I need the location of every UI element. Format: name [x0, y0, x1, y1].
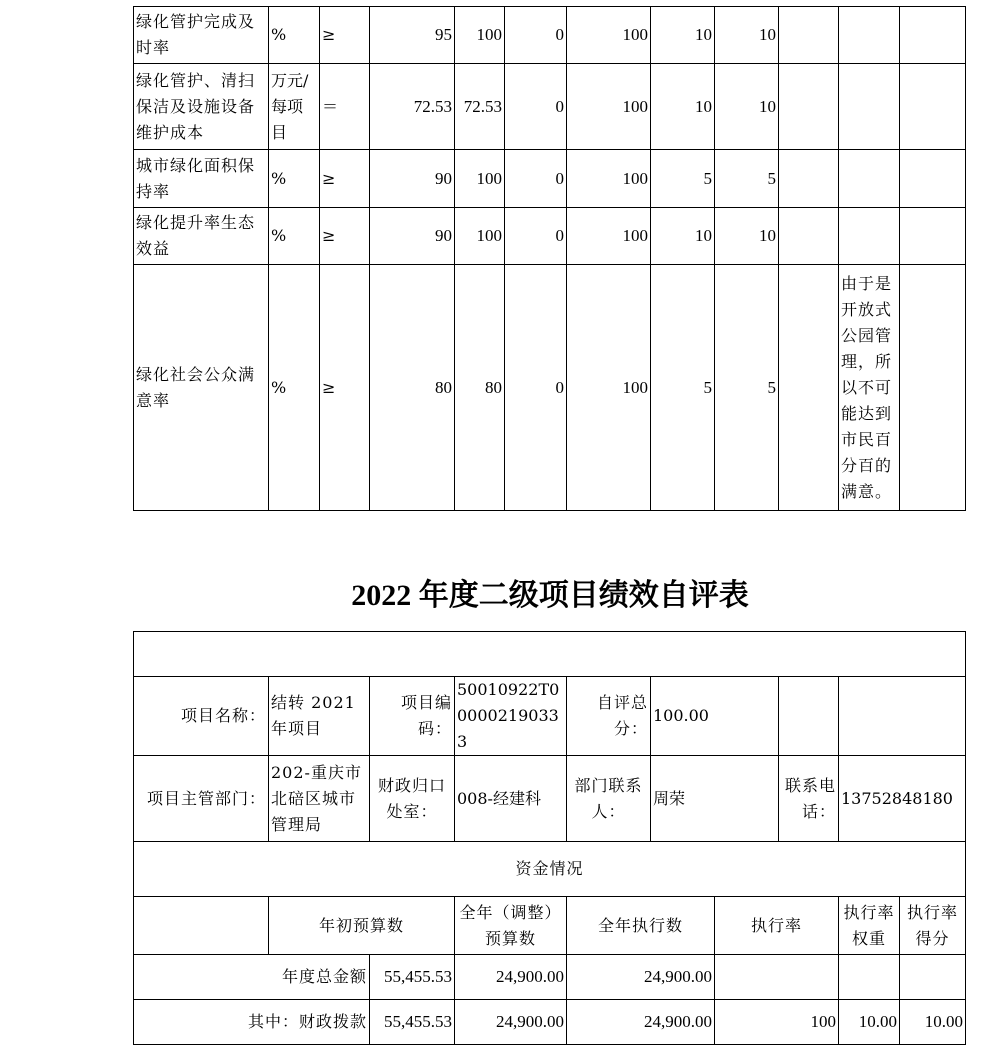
finance-office-value: 008-经建科 [455, 756, 567, 842]
indicator-empty [900, 64, 966, 150]
funds-section-title: 资金情况 [134, 842, 966, 897]
project-code-value: 50010922T000002190333 [455, 677, 567, 756]
table-row [134, 955, 966, 1000]
indicator-rate: 100 [567, 208, 651, 265]
project-name-label: 项目名称： [134, 677, 269, 756]
funds-weight-value: 10.00 [839, 1000, 900, 1045]
page-title: 2022 年度二级项目绩效自评表 [351, 579, 749, 612]
funds-adjusted-value: 24,900.00 [455, 955, 567, 1000]
table-row [134, 756, 966, 842]
indicator-score: 10 [715, 7, 779, 64]
department-value: 202-重庆市北碚区城市管理局 [269, 756, 370, 842]
funds-initial-value: 55,455.53 [370, 955, 455, 1000]
self-score-value: 100.00 [651, 677, 779, 756]
indicator-actual: 80 [455, 265, 505, 511]
table-row [134, 897, 966, 955]
indicator-empty [900, 150, 966, 208]
project-code-label: 项目编码： [370, 677, 455, 756]
funds-row-label: 其中：财政拨款 [134, 1000, 370, 1045]
table-row [134, 7, 966, 64]
funds-header-weight: 执行率权重 [839, 897, 900, 955]
contact-label: 部门联系人： [567, 756, 651, 842]
indicator-operator: ≥ [320, 265, 370, 511]
indicator-reason [839, 208, 900, 265]
indicator-deviation: 0 [505, 265, 567, 511]
funds-header-adjusted: 全年（调整）预算数 [455, 897, 567, 955]
indicator-score: 5 [715, 265, 779, 511]
funds-executed-value: 24,900.00 [567, 955, 715, 1000]
indicator-operator: ≥ [320, 150, 370, 208]
contact-value: 周荣 [651, 756, 779, 842]
funds-header-score: 执行率得分 [900, 897, 966, 955]
indicator-unit: % [269, 7, 320, 64]
funds-adjusted-value: 24,900.00 [455, 1000, 567, 1045]
indicator-target: 72.53 [370, 64, 455, 150]
self-score-label: 自评总分： [567, 677, 651, 756]
indicator-unit: % [269, 208, 320, 265]
indicator-rate: 100 [567, 265, 651, 511]
empty-cell [839, 677, 966, 756]
indicator-reason [839, 64, 900, 150]
table-row [134, 1000, 966, 1045]
funds-rate-value [715, 955, 839, 1000]
funds-header-rate: 执行率 [715, 897, 839, 955]
indicator-reason [839, 7, 900, 64]
indicator-deviation: 0 [505, 150, 567, 208]
table-row [134, 64, 966, 150]
indicator-unit: % [269, 265, 320, 511]
indicator-actual: 100 [455, 7, 505, 64]
indicator-target: 90 [370, 208, 455, 265]
indicator-empty [900, 7, 966, 64]
indicator-reason [839, 150, 900, 208]
indicator-score: 10 [715, 64, 779, 150]
performance-indicators-table [133, 6, 966, 511]
indicator-weight: 10 [651, 7, 715, 64]
funds-row-label: 年度总金额 [134, 955, 370, 1000]
indicator-score: 5 [715, 150, 779, 208]
indicator-empty [779, 7, 839, 64]
phone-label: 联系电话： [779, 756, 839, 842]
indicator-rate: 100 [567, 64, 651, 150]
funds-weight-value [839, 955, 900, 1000]
indicator-actual: 72.53 [455, 64, 505, 150]
funds-score-value: 10.00 [900, 1000, 966, 1045]
finance-office-label: 财政归口处室： [370, 756, 455, 842]
table-row [134, 842, 966, 897]
indicator-target: 95 [370, 7, 455, 64]
phone-value: 13752848180 [839, 756, 966, 842]
indicator-weight: 5 [651, 150, 715, 208]
indicator-deviation: 0 [505, 64, 567, 150]
indicator-name: 绿化管护、清扫保洁及设施设备维护成本 [134, 64, 269, 150]
indicator-empty [900, 208, 966, 265]
funds-initial-value: 55,455.53 [370, 1000, 455, 1045]
blank-header-row [134, 632, 966, 677]
indicator-score: 10 [715, 208, 779, 265]
indicator-empty [779, 150, 839, 208]
funds-score-value [900, 955, 966, 1000]
table-row [134, 150, 966, 208]
indicator-empty [779, 208, 839, 265]
table-row [134, 632, 966, 677]
funds-header-initial: 年初预算数 [269, 897, 455, 955]
indicator-deviation: 0 [505, 7, 567, 64]
project-self-evaluation-table [133, 631, 966, 1045]
indicator-operator: ≥ [320, 7, 370, 64]
indicator-unit: 万元/每项目 [269, 64, 320, 150]
indicator-rate: 100 [567, 150, 651, 208]
table-row [134, 265, 966, 511]
table-row [134, 208, 966, 265]
indicator-reason: 由于是开放式公园管理，所以不可能达到市民百分百的满意。 [839, 265, 900, 511]
indicator-operator: ＝ [320, 64, 370, 150]
indicator-actual: 100 [455, 208, 505, 265]
indicator-name: 绿化社会公众满意率 [134, 265, 269, 511]
department-label: 项目主管部门： [134, 756, 269, 842]
table-row [134, 677, 966, 756]
indicator-unit: % [269, 150, 320, 208]
indicator-deviation: 0 [505, 208, 567, 265]
indicator-operator: ≥ [320, 208, 370, 265]
indicator-empty [779, 265, 839, 511]
indicator-weight: 5 [651, 265, 715, 511]
funds-executed-value: 24,900.00 [567, 1000, 715, 1045]
indicator-rate: 100 [567, 7, 651, 64]
indicator-empty [779, 64, 839, 150]
funds-header-executed: 全年执行数 [567, 897, 715, 955]
funds-header-empty [134, 897, 269, 955]
empty-cell [779, 677, 839, 756]
indicator-target: 80 [370, 265, 455, 511]
indicator-weight: 10 [651, 64, 715, 150]
indicator-name: 绿化管护完成及时率 [134, 7, 269, 64]
indicator-name: 绿化提升率生态效益 [134, 208, 269, 265]
indicator-name: 城市绿化面积保持率 [134, 150, 269, 208]
indicator-empty [900, 265, 966, 511]
indicator-actual: 100 [455, 150, 505, 208]
funds-rate-value: 100 [715, 1000, 839, 1045]
project-name-value: 结转 2021 年项目 [269, 677, 370, 756]
indicator-weight: 10 [651, 208, 715, 265]
indicator-target: 90 [370, 150, 455, 208]
